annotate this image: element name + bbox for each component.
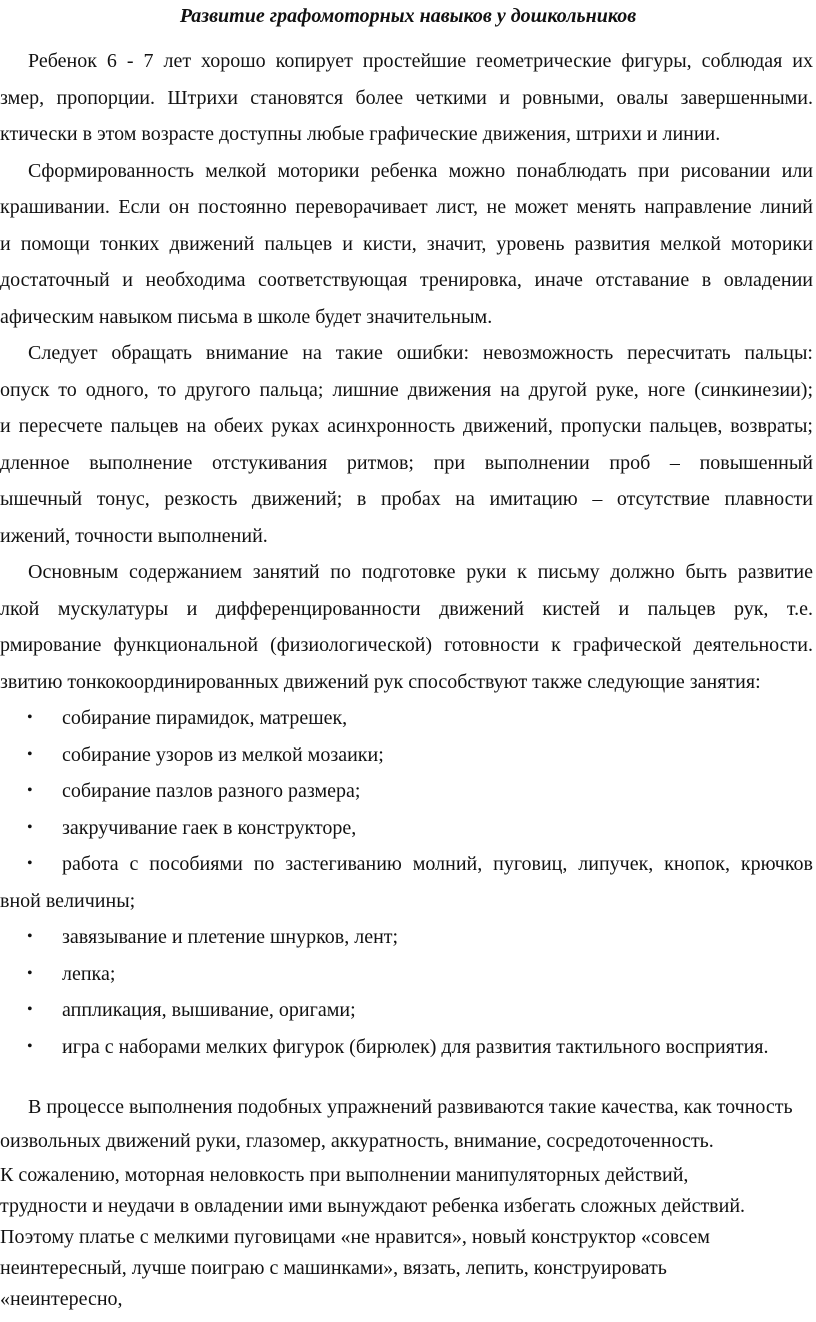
list-item: собирание узоров из мелкой мозаики; [62, 744, 384, 766]
text-line: змер, пропорции. Штрихи становятся более четкими и ровными, овалы завершенными. [0, 87, 813, 109]
text-line: и помощи тонких движений пальцев и кисти, значит, уровень развития мелкой моторики [0, 233, 813, 255]
text-line: афическим навыком письма в школе будет значительным. [0, 306, 493, 328]
text-line: В процессе выполнения подобных упражнений развиваются такие качества, как точность [28, 1096, 793, 1118]
list-item: собирание пазлов разного размера; [62, 780, 361, 802]
text-line: опуск то одного, то другого пальца; лишние движения на другой руке, ноге (синкинезии); [0, 379, 813, 401]
text-line: Основным содержанием занятий по подготовке руки к письму должно быть развитие [28, 561, 813, 583]
document-title: Развитие графомоторных навыков у дошкольников [179, 5, 637, 27]
bullet-marker: • [27, 1001, 33, 1018]
bullet-marker: • [27, 782, 33, 799]
bullet-marker: • [27, 819, 33, 836]
text-line: Поэтому платье с мелкими пуговицами «не нравится», новый конструктор «совсем [0, 1226, 710, 1248]
text-line: Ребенок 6 - 7 лет хорошо копирует простейшие геометрические фигуры, соблюдая их [28, 50, 813, 72]
text-line: рмирование функциональной (физиологической) готовности к графической деятельности. [0, 634, 813, 656]
bullet-marker: • [27, 1038, 33, 1055]
list-item: собирание пирамидок, матрешек, [62, 707, 348, 729]
text-line: ижений, точности выполнений. [0, 525, 268, 547]
text-line: дленное выполнение отстукивания ритмов; при выполнении проб – повышенный [0, 452, 813, 474]
list-item: аппликация, вышивание, оригами; [62, 999, 356, 1021]
text-line: крашивании. Если он постоянно переворачивает лист, не может менять направление линий [0, 196, 813, 218]
text-line: и пересчете пальцев на обеих руках асинхронность движений, пропуски пальцев, возвраты; [0, 415, 813, 437]
bullet-marker: • [27, 965, 33, 982]
list-item: завязывание и плетение шнурков, лент; [62, 926, 399, 948]
text-line: «неинтересно, [0, 1288, 123, 1310]
text-line: оизвольных движений руки, глазомер, аккуратность, внимание, сосредоточенность. [0, 1130, 714, 1152]
bullet-marker: • [27, 928, 33, 945]
list-item: лепка; [62, 963, 116, 985]
text-line: ышечный тонус, резкость движений; в пробах на имитацию – отсутствие плавности [0, 488, 813, 510]
text-line: ктически в этом возрасте доступны любые графические движения, штрихи и линии. [0, 123, 721, 145]
bullet-marker: • [27, 855, 33, 872]
text-line: неинтересный, лучше поиграю с машинками», вязать, лепить, конструировать [0, 1257, 667, 1279]
text-line: Сформированность мелкой моторики ребенка можно понаблюдать при рисовании или [28, 160, 813, 182]
text-line: Следует обращать внимание на такие ошибки: невозможность пересчитать пальцы: [28, 342, 813, 364]
text-line: лкой мускулатуры и дифференцированности движений кистей и пальцев рук, т.е. [0, 598, 813, 620]
list-item: работа с пособиями по застегиванию молний, пуговиц, липучек, кнопок, крючков [62, 853, 813, 875]
text-line: достаточный и необходима соответствующая тренировка, иначе отставание в овладении [0, 269, 813, 291]
bullet-marker: • [27, 709, 33, 726]
text-line: трудности и неудачи в овладении ими вынуждают ребенка избегать сложных действий. [0, 1195, 746, 1217]
text-line: К сожалению, моторная неловкость при выполнении манипуляторных действий, [0, 1164, 689, 1186]
text-line: звитию тонкокоординированных движений рук способствуют также следующие занятия: [0, 671, 761, 693]
text-line: вной величины; [0, 890, 136, 912]
list-item: закручивание гаек в конструкторе, [62, 817, 357, 839]
list-item: игра с наборами мелких фигурок (бирюлек) для развития тактильного восприятия. [62, 1036, 769, 1058]
bullet-marker: • [27, 746, 33, 763]
